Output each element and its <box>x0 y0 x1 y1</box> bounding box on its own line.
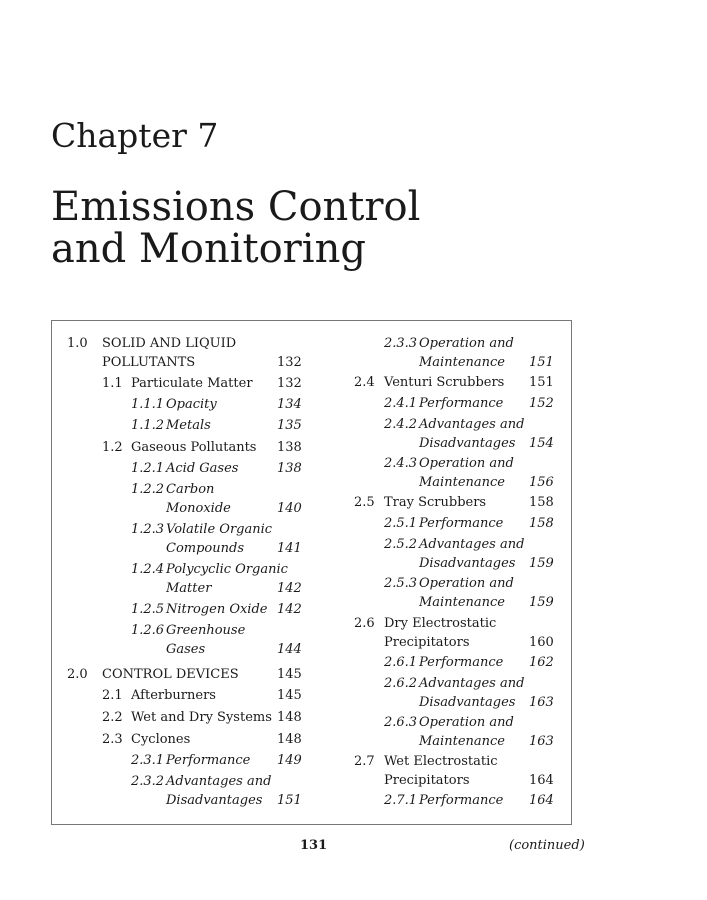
toc-entry-title: POLLUTANTS <box>102 355 196 370</box>
toc-entry-page: 132 <box>277 376 302 391</box>
toc-entry-page: 145 <box>277 688 302 703</box>
toc-entry-number: 2.4.2 <box>384 417 418 432</box>
toc-entry-title: Acid Gases <box>166 461 239 476</box>
toc-entry-title: Nitrogen Oxide <box>166 602 268 617</box>
toc-entry-page: 160 <box>529 635 554 650</box>
toc-entry-title: Maintenance <box>419 734 505 749</box>
toc-entry-page: 158 <box>529 495 554 510</box>
toc-entry-number: 2.6.1 <box>384 655 418 670</box>
toc-entry-page: 164 <box>529 793 554 808</box>
toc-entry-number: 1.1.1 <box>131 397 165 412</box>
toc-entry-title: Wet Electrostatic <box>384 754 498 769</box>
toc-entry-title: Performance <box>419 516 504 531</box>
toc-entry-title: SOLID AND LIQUID <box>102 336 237 351</box>
toc-entry-title: Matter <box>166 581 212 596</box>
toc-entry-title: Disadvantages <box>166 793 263 808</box>
toc-entry-page: 159 <box>529 595 554 610</box>
toc-entry-number: 2.3.1 <box>131 753 165 768</box>
toc-entry-number: 2.6.2 <box>384 676 418 691</box>
toc-entry-title: Wet and Dry Systems <box>131 710 272 725</box>
toc-entry-title: Particulate Matter <box>131 376 253 391</box>
chapter-title-line-2: and Monitoring <box>51 226 366 272</box>
toc-entry-number: 1.1.2 <box>131 418 165 433</box>
toc-entry-page: 141 <box>277 541 302 556</box>
toc-entry-number: 2.0 <box>67 667 88 682</box>
toc-entry-number: 2.6 <box>354 616 375 631</box>
toc-entry-page: 138 <box>277 440 302 455</box>
toc-entry-page: 149 <box>277 753 302 768</box>
toc-entry-number: 2.5.1 <box>384 516 418 531</box>
toc-entry-title: Performance <box>166 753 251 768</box>
toc-entry-title: Venturi Scrubbers <box>384 375 505 390</box>
page-number: 131 <box>300 838 328 853</box>
toc-entry-number: 1.2.4 <box>131 562 165 577</box>
toc-entry-number: 2.5.2 <box>384 537 418 552</box>
toc-entry-number: 1.0 <box>67 336 88 351</box>
toc-entry-number: 2.1 <box>102 688 123 703</box>
toc-entry-title: Performance <box>419 396 504 411</box>
continued-note: (continued) <box>509 838 585 853</box>
toc-entry-page: 151 <box>277 793 302 808</box>
chapter-title <box>51 186 420 270</box>
toc-entry-title: Greenhouse <box>166 623 246 638</box>
toc-entry-number: 2.3.2 <box>131 774 165 789</box>
toc-entry-page: 151 <box>529 375 554 390</box>
toc-entry-page: 158 <box>529 516 554 531</box>
toc-entry-title: Monoxide <box>166 501 231 516</box>
toc-entry-title: Opacity <box>166 397 217 412</box>
toc-entry-page: 156 <box>529 475 554 490</box>
toc-entry-title: Afterburners <box>131 688 216 703</box>
toc-entry-title: Performance <box>419 655 504 670</box>
toc-entry-number: 1.2 <box>102 440 123 455</box>
toc-entry-page: 148 <box>277 732 302 747</box>
toc-entry-title: Tray Scrubbers <box>384 495 487 510</box>
toc-entry-number: 1.2.3 <box>131 522 165 537</box>
toc-entry-page: 142 <box>277 602 302 617</box>
toc-entry-number: 2.4.1 <box>384 396 418 411</box>
toc-entry-title: Precipitators <box>384 773 470 788</box>
toc-entry-title: Compounds <box>166 541 244 556</box>
toc-entry-title: Gases <box>166 642 206 657</box>
toc-entry-title: Volatile Organic <box>166 522 273 537</box>
toc-entry-page: 152 <box>529 396 554 411</box>
toc-entry-page: 145 <box>277 667 302 682</box>
toc-entry-number: 2.2 <box>102 710 123 725</box>
toc-entry-title: Operation and <box>419 456 514 471</box>
toc-entry-number: 2.7.1 <box>384 793 418 808</box>
toc-entry-title: Maintenance <box>419 475 505 490</box>
toc-entry-number: 2.3 <box>102 732 123 747</box>
toc-entry-page: 164 <box>529 773 554 788</box>
toc-entry-title: Advantages and <box>419 676 525 691</box>
toc-entry-title: Advantages and <box>419 537 525 552</box>
toc-entry-number: 2.7 <box>354 754 375 769</box>
toc-entry-title: Advantages and <box>166 774 272 789</box>
toc-entry-page: 135 <box>277 418 302 433</box>
toc-entry-number: 2.6.3 <box>384 715 418 730</box>
toc-entry-title: Operation and <box>419 336 514 351</box>
toc-entry-number: 2.3.3 <box>384 336 418 351</box>
toc-entry-page: 162 <box>529 655 554 670</box>
toc-entry-title: Performance <box>419 793 504 808</box>
toc-entry-title: Maintenance <box>419 595 505 610</box>
toc-entry-page: 132 <box>277 355 302 370</box>
toc-entry-title: Carbon <box>166 482 215 497</box>
toc-entry-number: 2.4 <box>354 375 375 390</box>
toc-entry-number: 1.2.5 <box>131 602 165 617</box>
toc-entry-title: Advantages and <box>419 417 525 432</box>
toc-entry-title: Precipitators <box>384 635 470 650</box>
toc-entry-page: 163 <box>529 695 554 710</box>
toc-entry-number: 2.5.3 <box>384 576 418 591</box>
toc-entry-number: 1.2.2 <box>131 482 165 497</box>
toc-entry-title: Operation and <box>419 576 514 591</box>
toc-entry-title: Polycyclic Organic <box>166 562 288 577</box>
toc-entry-title: Disadvantages <box>419 556 516 571</box>
toc-entry-number: 1.2.6 <box>131 623 165 638</box>
toc-entry-page: 148 <box>277 710 302 725</box>
toc-entry-number: 1.2.1 <box>131 461 165 476</box>
toc-entry-title: Operation and <box>419 715 514 730</box>
toc-entry-title: Cyclones <box>131 732 191 747</box>
toc-entry-title: Disadvantages <box>419 695 516 710</box>
toc-entry-title: Gaseous Pollutants <box>131 440 257 455</box>
toc-entry-page: 163 <box>529 734 554 749</box>
toc-entry-title: Dry Electrostatic <box>384 616 497 631</box>
toc-entry-page: 138 <box>277 461 302 476</box>
toc-entry-page: 142 <box>277 581 302 596</box>
toc-entry-page: 154 <box>529 436 554 451</box>
toc-entry-number: 2.5 <box>354 495 375 510</box>
toc-entry-page: 144 <box>277 642 302 657</box>
toc-entry-number: 1.1 <box>102 376 123 391</box>
toc-entry-number: 2.4.3 <box>384 456 418 471</box>
toc-entry-title: Maintenance <box>419 355 505 370</box>
toc-entry-page: 151 <box>529 355 554 370</box>
toc-entry-page: 134 <box>277 397 302 412</box>
toc-entry-title: Metals <box>166 418 211 433</box>
toc-entry-title: CONTROL DEVICES <box>102 667 239 682</box>
toc-entry-title: Disadvantages <box>419 436 516 451</box>
chapter-label: Chapter 7 <box>51 116 219 155</box>
toc-entry-page: 159 <box>529 556 554 571</box>
chapter-title-line-1: Emissions Control <box>51 184 421 230</box>
toc-entry-page: 140 <box>277 501 302 516</box>
